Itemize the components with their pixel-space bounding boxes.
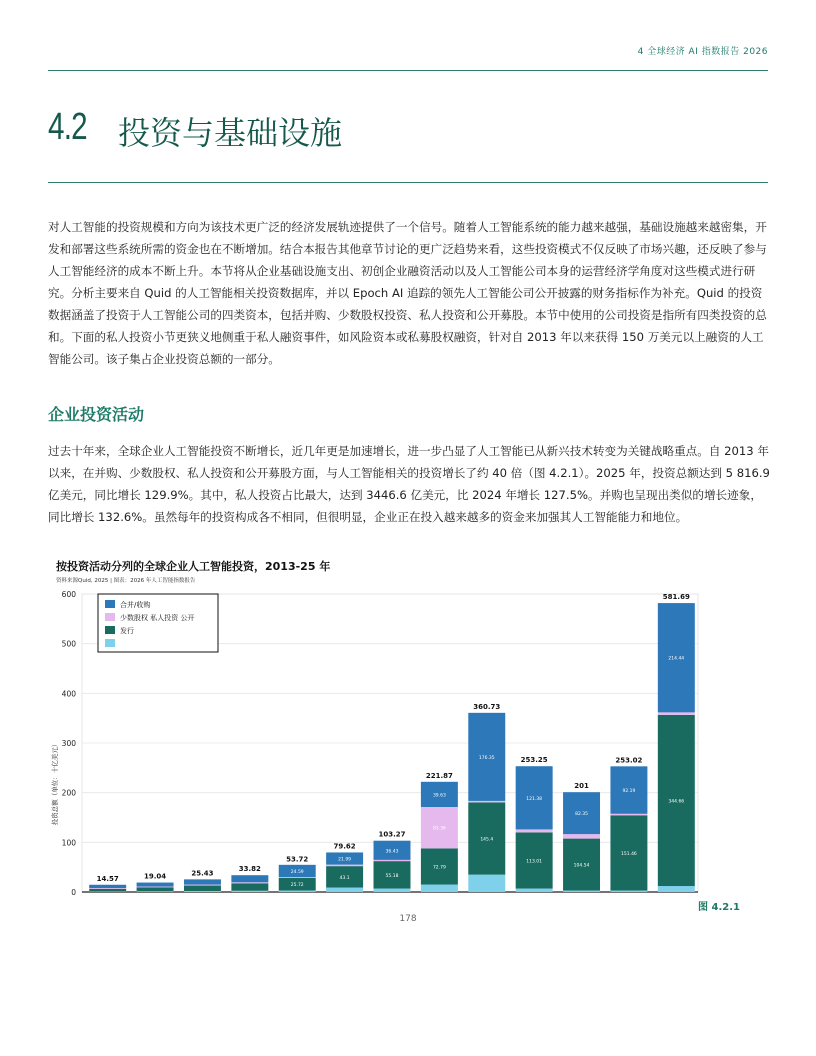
segment-data-label: 39.63 <box>432 793 446 799</box>
segment-data-label: 82.35 <box>575 812 588 818</box>
total-data-label: 581.69 <box>662 593 690 602</box>
segment-data-label: 36.43 <box>385 849 399 855</box>
bar-segment <box>89 885 126 888</box>
segment-data-label: 25.72 <box>290 883 304 889</box>
bar-segment <box>374 889 411 892</box>
bar-segment <box>89 892 126 893</box>
total-data-label: 201 <box>574 782 589 791</box>
segment-data-label: 21.99 <box>338 857 352 863</box>
figure-label: 图 4.2.1 <box>698 902 740 913</box>
legend-swatch <box>105 600 115 608</box>
total-data-label: 14.57 <box>96 874 119 883</box>
bar-segment <box>468 875 505 892</box>
bar-segment <box>137 891 174 892</box>
subsection-title: 企业投资活动 <box>48 405 145 424</box>
y-tick-label: 0 <box>71 888 76 897</box>
bar-segment <box>658 886 695 892</box>
segment-data-label: 121.38 <box>526 796 543 802</box>
bar-segment <box>137 883 174 887</box>
segment-data-label: 113.01 <box>526 859 543 865</box>
bar-segment <box>231 891 268 892</box>
bar-segment <box>137 887 174 891</box>
bar-segment <box>184 891 221 892</box>
page-number: 178 <box>399 914 417 924</box>
total-data-label: 79.62 <box>333 842 356 851</box>
segment-data-label: 145.4 <box>480 837 494 843</box>
total-data-label: 221.87 <box>425 771 453 780</box>
bar-segment <box>374 860 411 861</box>
total-data-label: 103.27 <box>378 830 406 839</box>
bar-segment <box>184 885 221 886</box>
legend-label: 发行 <box>120 627 134 635</box>
total-data-label: 33.82 <box>238 865 261 874</box>
bar-segment <box>279 891 316 892</box>
legend-label: 合并/收购 <box>120 601 151 609</box>
bar-segment <box>279 877 316 878</box>
bar-segment <box>516 829 553 832</box>
legend-swatch <box>105 639 115 647</box>
bar-segment <box>137 887 174 888</box>
total-data-label: 53.72 <box>286 855 309 864</box>
bar-segment <box>89 889 126 892</box>
bar-segment <box>516 889 553 892</box>
chart-source: 资料来源Quid, 2025 | 图表：2026 年人工智能指数报告 <box>56 578 196 584</box>
bar-segment <box>184 886 221 891</box>
bar-segment <box>231 882 268 883</box>
segment-data-label: 151.46 <box>621 851 637 857</box>
legend-swatch <box>105 613 115 621</box>
segment-data-label: 43.1 <box>339 875 350 881</box>
legend-swatch <box>105 626 115 634</box>
bar-segment <box>468 801 505 802</box>
bar-segment <box>610 891 647 892</box>
legend-label: 少数股权 私人投资 公开 <box>120 614 195 622</box>
segment-data-label: 344.66 <box>668 799 685 805</box>
bar-segment <box>89 888 126 889</box>
chart-title: 按投资活动分列的全球企业人工智能投资，2013-25 年 <box>56 560 331 573</box>
y-tick-label: 300 <box>61 739 76 748</box>
bar-segment <box>610 814 647 815</box>
y-tick-label: 200 <box>61 788 76 798</box>
total-data-label: 253.02 <box>615 756 643 765</box>
segment-data-label: 176.35 <box>478 755 495 761</box>
bar-segment <box>326 888 363 892</box>
segment-data-label: 214.44 <box>668 656 685 662</box>
segment-data-label: 72.79 <box>432 865 446 871</box>
segment-data-label: 24.59 <box>290 869 304 875</box>
segment-data-label: 92.19 <box>622 789 636 795</box>
bar-segment <box>563 891 600 892</box>
total-data-label: 25.43 <box>191 869 214 878</box>
y-axis-label: 投资总额（单位：十亿美元） <box>51 740 59 826</box>
bar-segment <box>421 885 458 892</box>
section-title: 投资与基础设施 <box>118 114 343 152</box>
bar-segment <box>231 875 268 882</box>
y-tick-label: 600 <box>61 590 76 599</box>
running-header: 4 全球经济 AI 指数报告 2026 <box>637 47 768 57</box>
y-tick-label: 500 <box>61 639 76 649</box>
bar-segment <box>658 712 695 714</box>
bar-segment <box>563 834 600 838</box>
bar-segment <box>231 883 268 890</box>
total-data-label: 253.25 <box>520 756 548 765</box>
total-data-label: 360.73 <box>473 702 501 711</box>
segment-data-label: 55.18 <box>385 873 399 879</box>
y-tick-label: 100 <box>61 838 76 848</box>
legend-box <box>98 594 218 652</box>
subsection-paragraph: 过去十年来，全球企业人工智能投资不断增长，近几年更是加速增长，进一步凸显了人工智能已从新兴技术转变为关键战略重点。自 2013 年以来，在并购、少数股权、私人投资和公开募股方面，与人工智能相关的投资增长了约 40 倍（图 4.2.1）。2025 年，投资总额达到 5 816.9 亿美元，同比增长 129.9%。其中，私人投资占比最大，达到 3446.6 亿美元，比 2024 年增长 127.5%。并购也呈现出类似的增长迹象，同比增长 132.6%。虽然每年的投资构成各不相同，但很明显，企业正在投入越来越多的资金来加强其人工智能能力和地位。 <box>48 444 770 524</box>
segment-data-label: 83.36 <box>432 826 446 832</box>
total-data-label: 19.04 <box>143 872 167 881</box>
intro-paragraph: 对人工智能的投资规模和方向为该技术更广泛的经济发展轨迹提供了一个信号。随着人工智能系统的能力越来越强，基础设施越来越密集，开发和部署这些系统所需的资金也在不断增加。结合本报告其他章节讨论的更广泛趋势来看，这些投资模式不仅反映了市场兴趣，还反映了参与人工智能经济的成本不断上升。本节将从企业基础设施支出、初创企业融资活动以及人工智能公司本身的运营经济学角度对这些模式进行研究。分析主要来自 Quid 的人工智能相关投资数据库，并以 Epoch AI 追踪的领先人工智能公司公开披露的财务指标作为补充。Quid 的投资数据涵盖了投资于人工智能公司的四类资本，包括并购、少数股权投资、私人投资和公开募股。本节中使用的公司投资是指所有四类投资的总和。下面的私人投资小节更狭义地侧重于私人融资事件，如风险资本或私募股权融资，针对自 2013 年以来获得 150 万美元以上融资的人工智能公司。该子集占企业投资总额的一部分。 <box>48 220 767 366</box>
bar-segment <box>184 879 221 884</box>
section-number: 4.2 <box>48 106 87 148</box>
bar-segment <box>326 865 363 866</box>
y-tick-label: 400 <box>61 689 76 699</box>
segment-data-label: 104.54 <box>573 863 590 869</box>
